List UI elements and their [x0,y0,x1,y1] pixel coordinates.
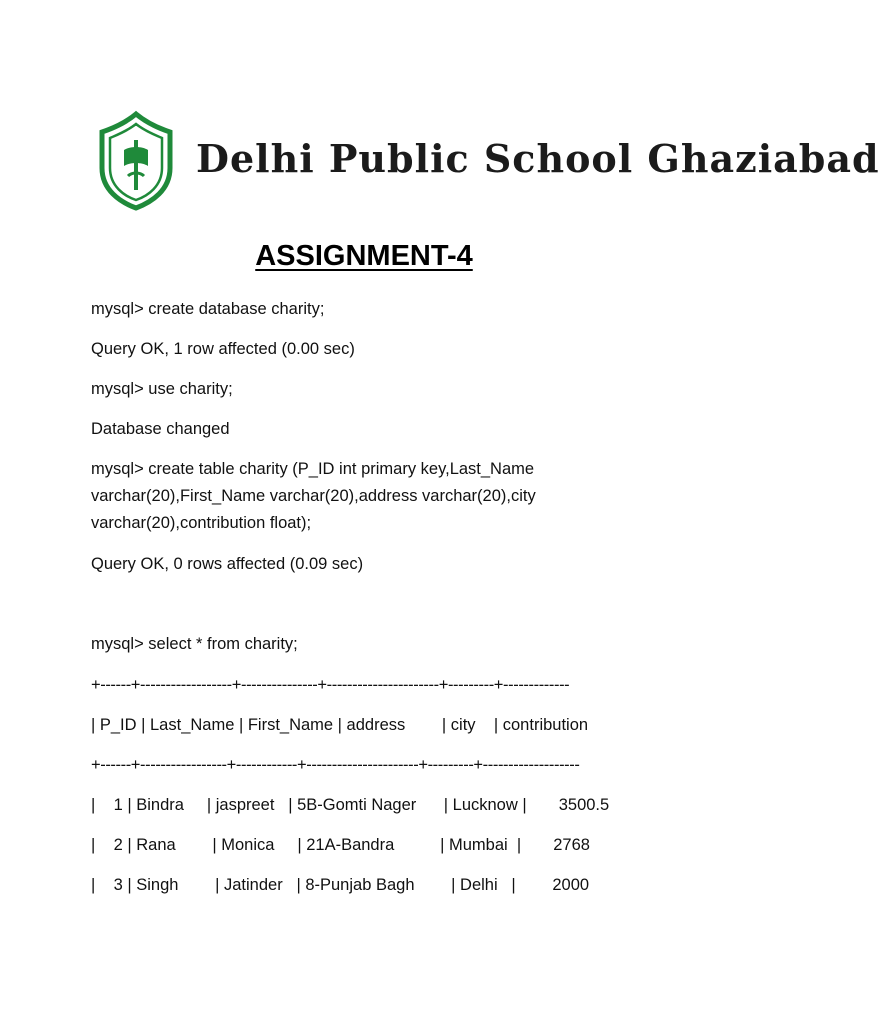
table-header-row: | P_ID | Last_Name | First_Name | address | city | contribution [91,716,589,734]
sql-line: varchar(20),First_Name varchar(20),address varchar(20),city [91,487,536,505]
create-table-statement [91,456,691,537]
table-border: +------+------------------+---------------+----------------------+---------+------------- [91,676,570,694]
page-title: ASSIGNMENT-4 [255,240,473,272]
sql-line: mysql> create table charity (P_ID int primary key,Last_Name [91,460,535,478]
school-crest-icon [98,110,174,210]
sql-line: Query OK, 0 rows affected (0.09 sec) [91,555,364,573]
sql-line: varchar(20),contribution float); [91,514,312,532]
sql-line: mysql> create database charity; [91,300,325,318]
school-name: Delhi Public School Ghaziabad [196,136,880,181]
school-header [92,106,880,214]
sql-line: Query OK, 1 row affected (0.00 sec) [91,340,355,358]
sql-line: mysql> use charity; [91,380,233,398]
table-row: | 1 | Bindra | jaspreet | 5B-Gomti Nager | Lucknow | 3500.5 [91,796,610,814]
table-row: | 3 | Singh | Jatinder | 8-Punjab Bagh | Delhi | 2000 [91,876,590,894]
table-border: +------+-----------------+------------+----------------------+---------+------------------- [91,756,580,774]
sql-line: mysql> select * from charity; [91,635,298,653]
sql-line: Database changed [91,420,230,438]
table-row: | 2 | Rana | Monica | 21A-Bandra | Mumbai | 2768 [91,836,590,854]
